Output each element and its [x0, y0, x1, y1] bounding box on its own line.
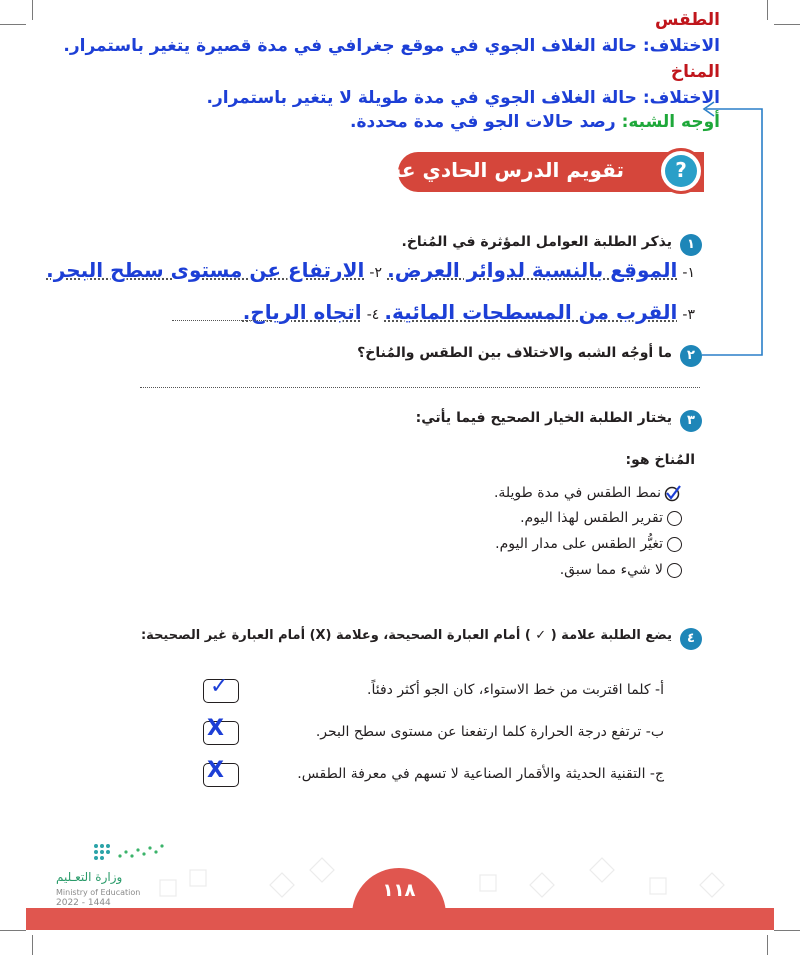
option-2[interactable]	[520, 510, 682, 526]
radio-circle-icon	[667, 563, 682, 578]
answer-3: القرب من المسطحات المائية.	[384, 300, 678, 324]
weather-difference	[63, 36, 720, 56]
climate-difference	[207, 88, 720, 108]
crop-mark	[32, 935, 33, 955]
question-number: ٢	[680, 345, 702, 367]
question-4-text: يضع الطلبة علامة ( ✓ ) أمام العبارة الصحيحة، وعلامة (X) أمام العبارة غير الصحيحة:	[140, 628, 672, 643]
crop-mark	[32, 0, 33, 20]
climate-title: المناخ	[670, 62, 720, 82]
question-3-stem: المُناخ هو:	[625, 452, 695, 468]
answer-4: اتجاه الرياح.	[242, 300, 362, 324]
radio-circle-icon	[667, 511, 682, 526]
weather-difference-label: الاختلاف:	[642, 36, 720, 56]
similarities-text: رصد حالات الجو في مدة محددة.	[349, 112, 616, 132]
answer-2: الارتفاع عن مستوى سطح البحر.	[46, 258, 365, 282]
answer-line	[140, 387, 700, 388]
connector-arrow	[700, 95, 770, 365]
lesson-assessment-banner	[369, 152, 704, 192]
statement-2: ب- ترتفع درجة الحرارة كلما ارتفعنا عن مستوى سطح البحر.	[315, 724, 664, 740]
ministry-logo-icon	[90, 840, 170, 864]
climate-difference-text: حالة الغلاف الجوي في مدة طويلة لا يتغير باستمرار.	[206, 88, 637, 108]
crop-mark	[0, 930, 26, 931]
background-pattern	[150, 840, 750, 910]
ministry-year: 2022 - 1444	[56, 898, 111, 908]
crop-mark	[774, 930, 800, 931]
option-2-label: تقرير الطقس لهذا اليوم.	[520, 510, 663, 526]
option-4[interactable]	[560, 562, 682, 578]
similarities	[350, 112, 720, 132]
question-number: ١	[680, 234, 702, 256]
question-number: ٤	[680, 628, 702, 650]
checked-circle-icon	[664, 484, 682, 502]
similarities-label: أوجه الشبه:	[621, 112, 720, 132]
question-1-text: يذكر الطلبة العوامل المؤثرة في المُناخ.	[401, 234, 672, 250]
option-1-label: نمط الطقس في مدة طويلة.	[493, 485, 661, 501]
option-3[interactable]	[495, 536, 682, 552]
radio-circle-icon	[667, 537, 682, 552]
check-mark: ✓	[210, 674, 229, 699]
answer-3-prefix: ٣-	[682, 307, 695, 323]
answer-2-prefix: ٢-	[369, 265, 383, 281]
question-head-icon: ?	[658, 148, 704, 194]
answer-1-prefix: ١-	[682, 265, 695, 281]
x-mark: X	[207, 716, 224, 741]
x-mark: X	[207, 758, 224, 783]
answer-1: الموقع بالنسبة لدوائر العرض.	[387, 258, 678, 282]
statement-1: أ- كلما اقتربت من خط الاستواء، كان الجو أكثر دفئاً.	[367, 682, 664, 698]
crop-mark	[767, 935, 768, 955]
question-3-text: يختار الطلبة الخيار الصحيح فيما يأتي:	[415, 410, 672, 426]
ministry-name-ar: وزارة التعـليم	[56, 870, 123, 884]
answer-line	[172, 320, 272, 321]
question-1-answer-row-2	[243, 300, 695, 324]
page-number: ١١٨	[352, 868, 446, 918]
banner-title: تقويم الدرس الحادي عشر	[369, 158, 624, 182]
question-2-text: ما أوجُه الشبه والاختلاف بين الطقس والمُناخ؟	[357, 345, 672, 361]
option-3-label: تغيُّر الطقس على مدار اليوم.	[495, 536, 663, 552]
ministry-name-en: Ministry of Education	[56, 888, 141, 897]
option-1[interactable]	[494, 484, 682, 502]
climate-difference-label: الاختلاف:	[642, 88, 720, 108]
question-number: ٣	[680, 410, 702, 432]
weather-title: الطقس	[654, 10, 720, 30]
question-1-answer-row-1	[46, 258, 695, 282]
crop-mark	[767, 0, 768, 20]
weather-difference-text: حالة الغلاف الجوي في موقع جغرافي في مدة قصيرة يتغير باستمرار.	[63, 36, 637, 56]
statement-3: ج- التقنية الحديثة والأقمار الصناعية لا تسهم في معرفة الطقس.	[297, 766, 664, 782]
option-4-label: لا شيء مما سبق.	[559, 562, 663, 578]
crop-mark	[0, 24, 26, 25]
answer-4-prefix: ٤-	[366, 307, 380, 323]
crop-mark	[774, 24, 800, 25]
